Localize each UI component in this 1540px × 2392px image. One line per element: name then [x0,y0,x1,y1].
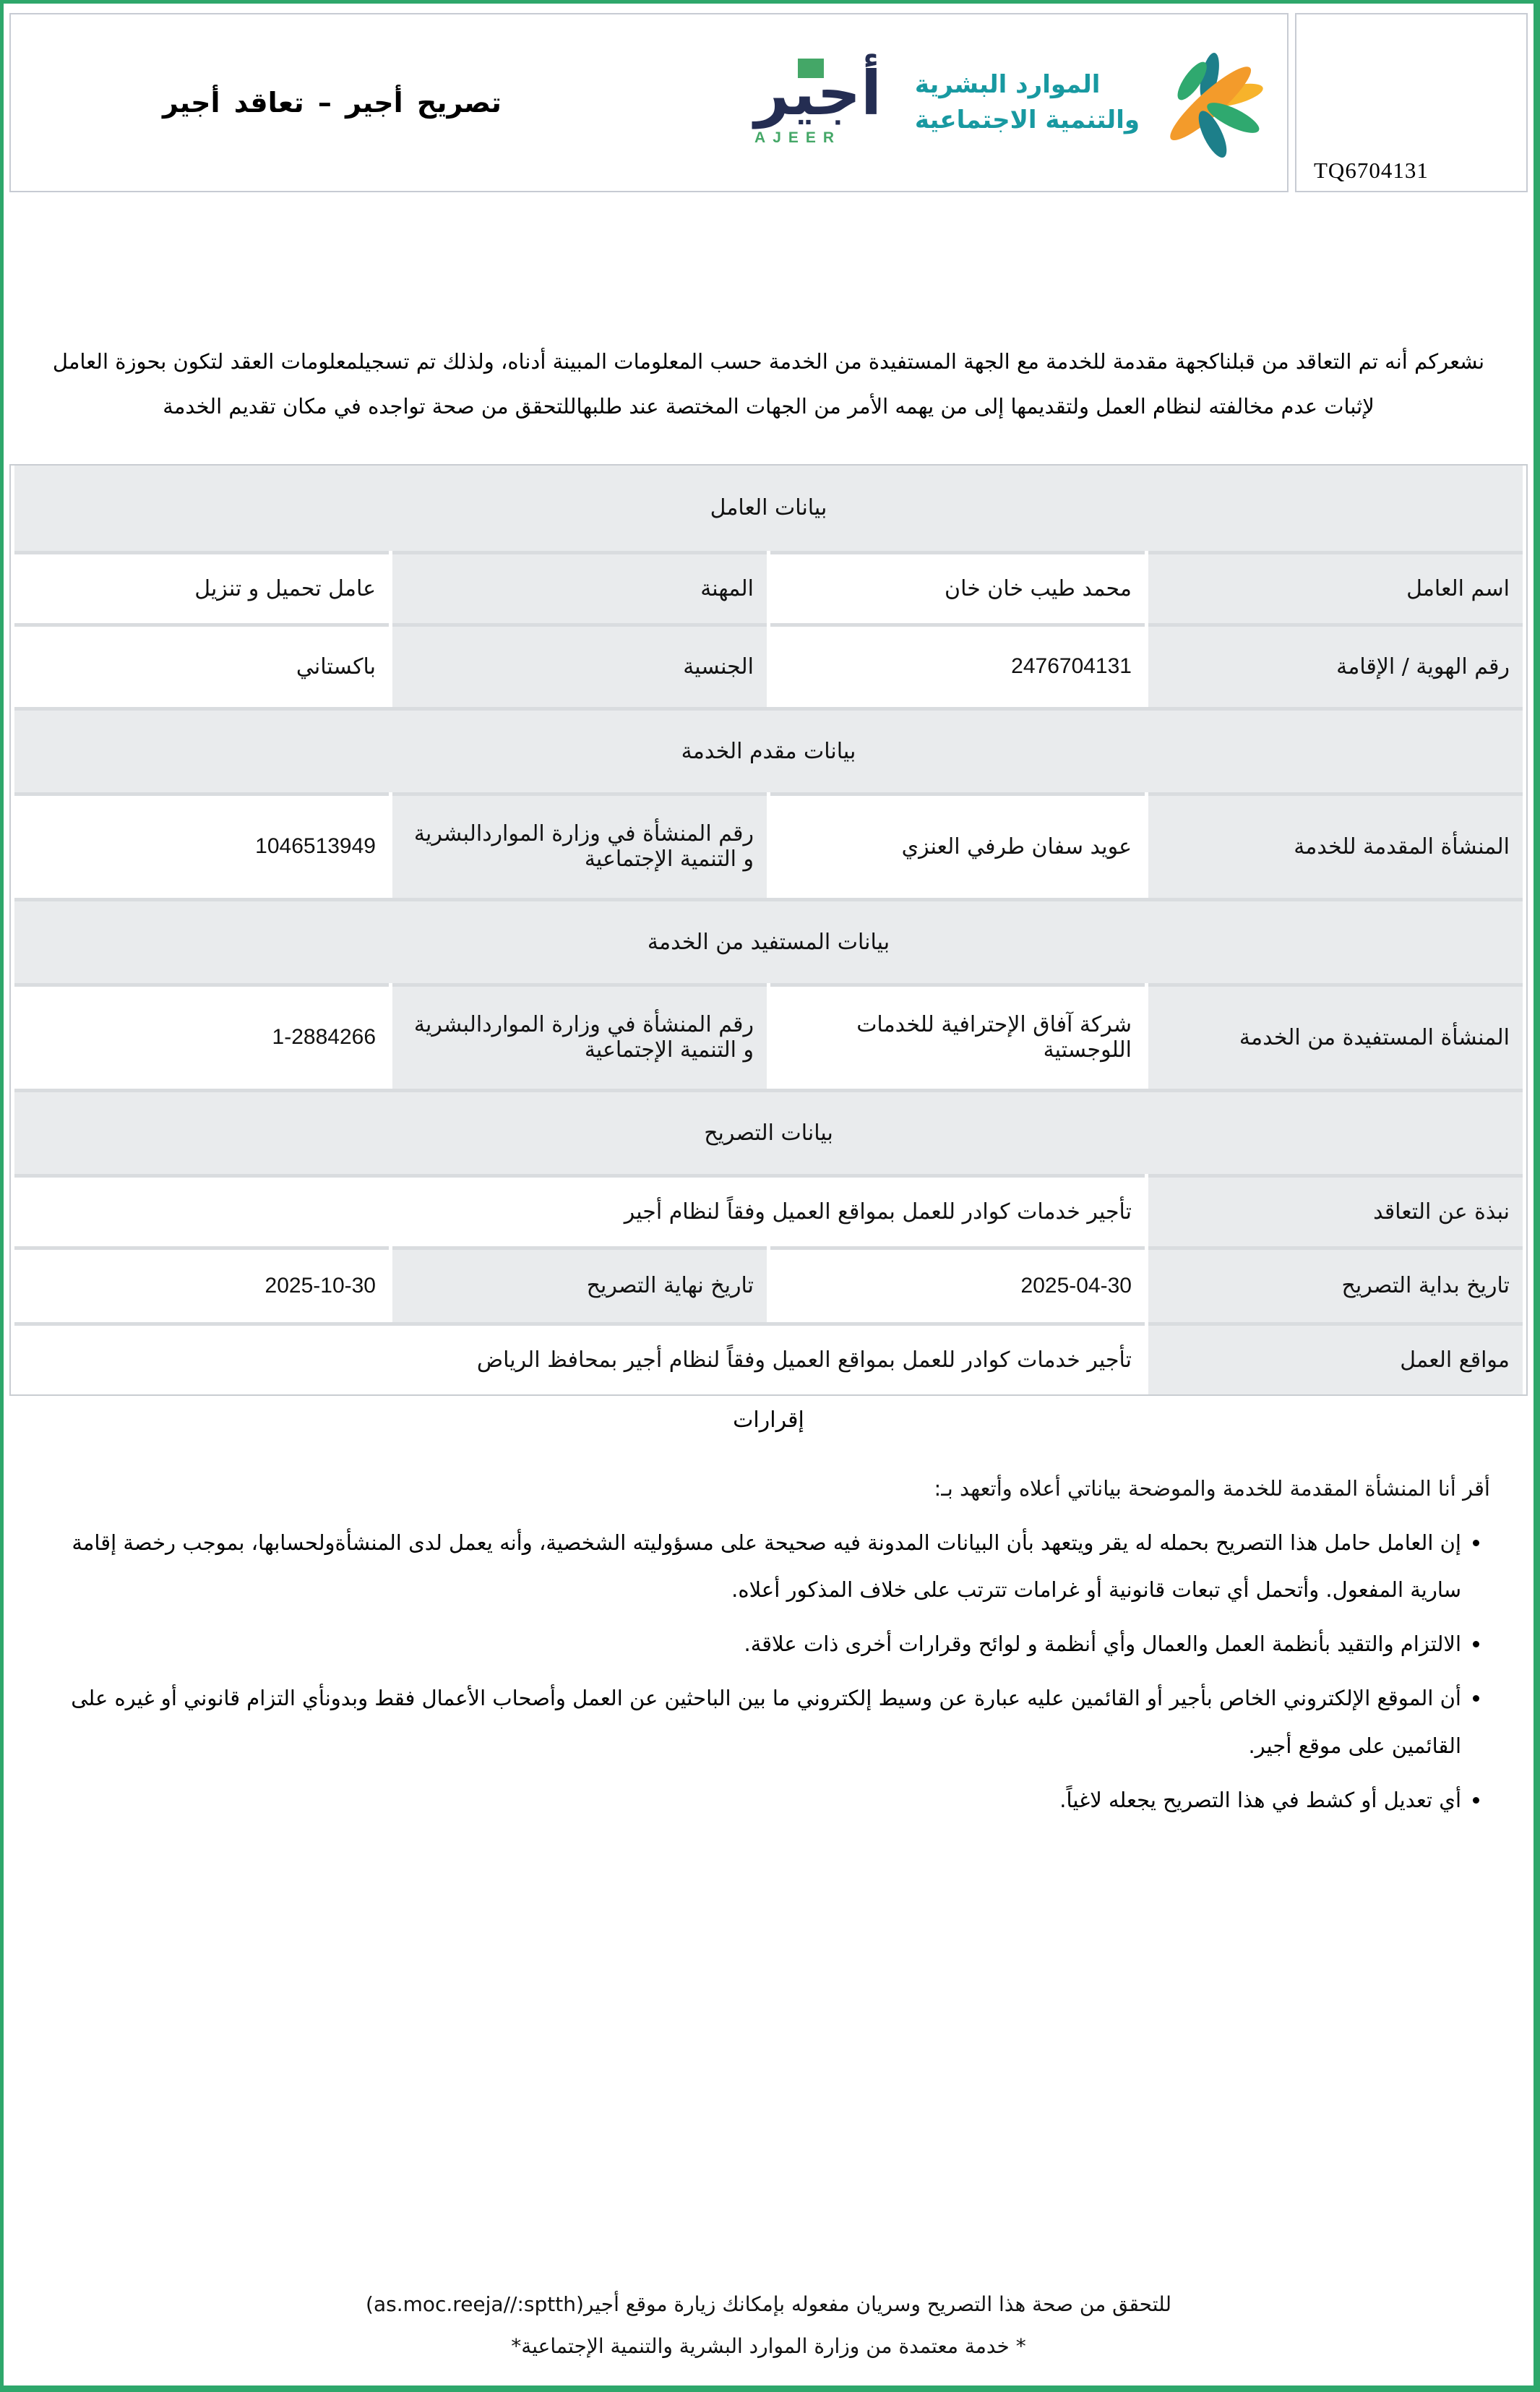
profession-label: المهنة [392,551,767,623]
declaration-item: • الالتزام والتقيد بأنظمة العمل والعمال وأي أنظمة و لوائح وقرارات أخرى ذات علاقة. [53,1621,1461,1668]
permit-end-value: 2025-10-30 [14,1246,389,1322]
provider-number-value: 1046513949 [14,792,389,898]
provider-number-label: رقم المنشأة في وزارة المواردالبشرية و التنمية الإجتماعية [392,792,767,898]
contract-about-value: تأجير خدمات كوادر للعمل بمواقع العميل وفقاً لنظام أجير [14,1174,1145,1246]
footer-verify-line: للتحقق من صحة هذا التصريح وسريان مفعوله بإمكانك زيارة موقع أجير(as.moc.reeja//:sptth) [366,2292,1171,2317]
footer [4,2284,1533,2367]
section-header-worker [14,466,1523,551]
worker-name-value: محمد طيب خان خان [770,551,1145,623]
ministry-name-line1: الموارد البشرية [914,69,1101,99]
provider-establishment-value: عويد سفان طرفي العنزي [770,792,1145,898]
beneficiary-number-label: رقم المنشأة في وزارة المواردالبشرية و التنمية الإجتماعية [392,983,767,1089]
ministry-name [915,67,1140,139]
permit-table [9,464,1528,1396]
beneficiary-number-value: 1-2884266 [14,983,389,1089]
table-row-contract-about [14,1174,1523,1246]
permit-number: TQ6704131 [1314,158,1429,183]
ministry-name-line2: والتنمية الاجتماعية [914,106,1140,134]
ajeer-logo-wordmark [754,59,882,129]
nationality-value: باكستاني [14,623,389,707]
section-header-beneficiary [14,898,1523,983]
declaration-item: • إن العامل حامل هذا التصريح بحمله له يقر ويتعهد بأن البيانات المدونة فيه صحيحة على مسؤوليته الشخصية، وأنه يعمل لدى المنشأةولحسابها، بموجب رخصة إقامة سارية المفعول. وأتحمل أي تبعات قانونية أو غرامات تترتب على خلاف المذكور أعلاه. [53,1519,1461,1614]
ajeer-logo-latin: AJEER [754,129,842,147]
intro-paragraph: نشعركم أنه تم التعاقد من قبلناكجهة مقدمة للخدمة مع الجهة المستفيدة من الخدمة حسب المعلومات المبينة أدناه، ولذلك تم تسجيلمعلومات العقد لتكون بحوزة العامل لإثبات عدم مخالفته لنظام العمل ولتقديمها إلى من يهمه الأمر من الجهات المختصة عند طلبهاللتحقق من صحة تواجده في مكان تقديم الخدمة [52,349,1485,419]
section-header-provider [14,707,1523,792]
declarations-intro: أقر أنا المنشأة المقدمة للخدمة والموضحة بياناتي أعلاه وأتعهد بـ: [934,1475,1490,1501]
document-title: تصريح أجير – تعاقد أجير [163,87,502,119]
nationality-label: الجنسية [392,623,767,707]
provider-establishment-label: المنشأة المقدمة للخدمة [1148,792,1523,898]
beneficiary-establishment-value: شركة آفاق الإحترافية للخدمات اللوجستية [770,983,1145,1089]
header-box [9,13,1289,192]
table-row-worker-id [14,623,1523,707]
logos [754,38,1274,167]
contract-about-label: نبذة عن التعاقد [1148,1174,1523,1246]
permit-start-value: 2025-04-30 [770,1246,1145,1322]
beneficiary-establishment-label: المنشأة المستفيدة من الخدمة [1148,983,1523,1089]
section-title-provider: بيانات مقدم الخدمة [14,707,1523,792]
declarations-list [9,1519,1528,1825]
table-row-work-locations [14,1322,1523,1394]
ajeer-logo [754,59,882,147]
section-header-permit [14,1089,1523,1174]
id-number-label: رقم الهوية / الإقامة [1148,623,1523,707]
work-locations-value: تأجير خدمات كوادر للعمل بمواقع العميل وفقاً لنظام أجير بمحافظ الرياض [14,1322,1145,1394]
section-title-beneficiary: بيانات المستفيد من الخدمة [14,898,1523,983]
ministry-emblem-icon [1151,44,1274,167]
declaration-item: • أن الموقع الإلكتروني الخاص بأجير أو القائمين عليه عبارة عن وسيط إلكتروني ما بين الباحثين عن العمل وأصحاب الأعمال فقط وبدونأي التزام قانوني أو غيره على القائمين على موقع أجير. [53,1675,1461,1770]
footer-approved-line: * خدمة معتمدة من وزارة الموارد البشرية والتنمية الإجتماعية* [511,2333,1026,2358]
permit-number-box [1295,13,1528,192]
profession-value: عامل تحميل و تنزيل [14,551,389,623]
work-locations-label: مواقع العمل [1148,1322,1523,1394]
section-title-permit: بيانات التصريح [14,1089,1523,1174]
ajeer-logo-arabic: أجير [754,57,882,129]
id-number-value: 2476704131 [770,623,1145,707]
ministry-logo [915,38,1274,167]
permit-end-label: تاريخ نهاية التصريح [392,1246,767,1322]
permit-start-label: تاريخ بداية التصريح [1148,1246,1523,1322]
table-row-worker-name [14,551,1523,623]
table-row-provider [14,792,1523,898]
declaration-item: • أي تعديل أو كشط في هذا التصريح يجعله لاغياً. [53,1777,1461,1824]
declarations-heading: إقرارات [733,1407,804,1433]
table-row-permit-dates [14,1246,1523,1322]
header [9,13,1528,192]
section-title-worker: بيانات العامل [14,466,1523,551]
table-row-beneficiary [14,983,1523,1089]
worker-name-label: اسم العامل [1148,551,1523,623]
